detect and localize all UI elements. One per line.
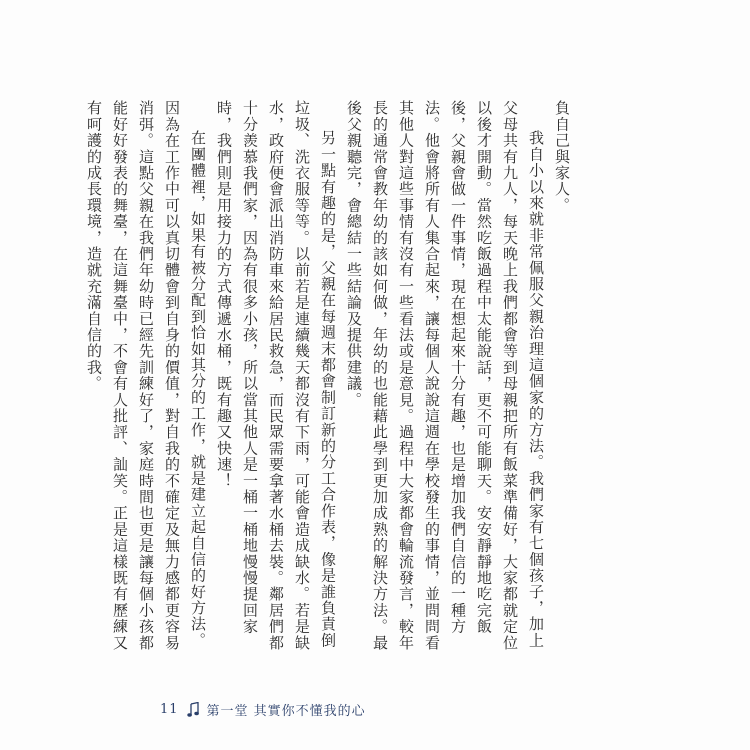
paragraph: 我自小以來就非常佩服父親治理這個家的方法。我們家有七個孩子，加上父母共有九人，每天晚上我們都會等到母親把所有飯菜準備好，大家都就定位以後才開動。當然吃飯過程中太能說話，更不可能聊天。安安靜靜地吃完飯後，父親會做一件事情，現在想起來十分有趣，也是增加我們自信的一種方法。他會將所有人集合起來，讓每個人說說這週在學校發生的事情，並問問看其他人對這些事情有沒有一些看法或是意見。過程中大家都會輪流發言，較年長的通常會教年幼的該如何做，年幼的也能藉此學到更加成熟的解決方法。最後父親聽完，會總結一些結論及提供建議。 xyxy=(345,100,545,651)
page-number: 11 xyxy=(160,702,179,717)
body-text xyxy=(81,100,575,660)
paragraph: 另一點有趣的是，父親在每週末都會制訂新的分工合作表，像是誰負責倒垃圾、洗衣服等等。以前若是連續幾天都沒有下雨，可能會造成缺水。若是缺水，政府便會派出消防車來給居民救急，而民眾需要拿著水桶去裝。鄰居們都十分羨慕我們家，因為有很多小孩，所以當其他人是一桶一桶地慢慢提回家時，我們則是用接力的方式傳遞水桶，既有趣又快速！ xyxy=(215,100,337,651)
paragraph: 在團體裡，如果有被分配到恰如其分的工作，就是建立起自信的好方法。因為在工作中可以真切體會到自身的價值，對自我的不確定及無力感都更容易消弭。這點父親在我們年幼時已經先訓練好了，家庭時間也更是讓每個小孩都能好好發表的舞臺，在這舞臺中，不會有人批評、訕笑。正是這樣既有歷練又有呵護的成長環境，造就充滿自信的我。 xyxy=(85,100,207,651)
page-footer xyxy=(160,700,366,719)
paragraph: 負自己與家人。 xyxy=(553,100,571,214)
chapter-title: 第一堂 其實你不懂我的心 xyxy=(206,704,366,719)
music-note-icon xyxy=(187,702,199,718)
